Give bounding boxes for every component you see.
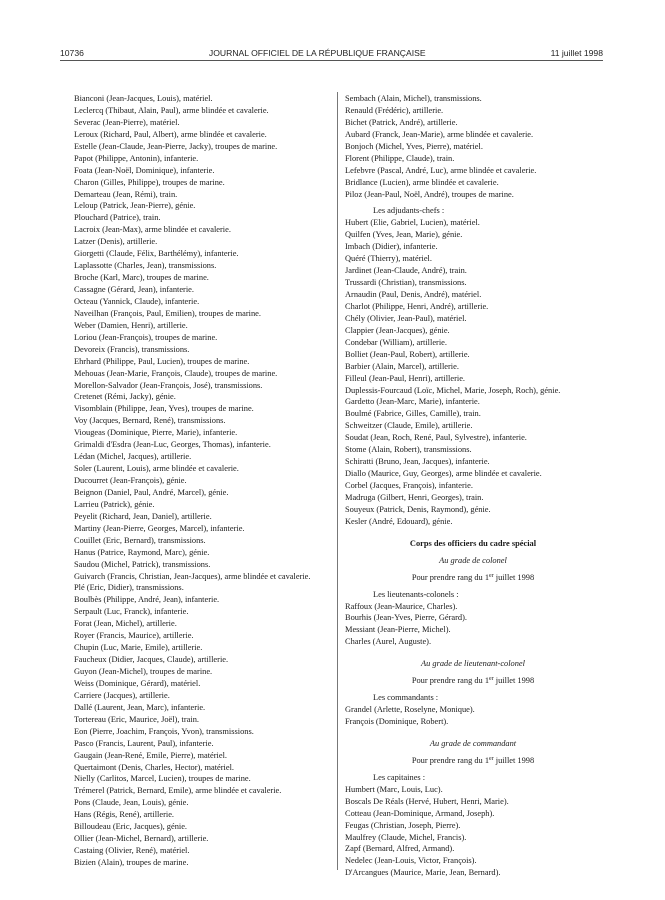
list-colonel bbox=[345, 601, 601, 649]
list-item: Grandel (Arlette, Roselyne, Monique). bbox=[345, 705, 475, 715]
list-item: Boulmé (Fabrice, Gilles, Camille), train. bbox=[345, 409, 481, 419]
list-item: François (Dominique, Robert). bbox=[345, 717, 449, 726]
list-item: Trussardi (Christian), transmissions. bbox=[345, 278, 467, 288]
list-item: Leroux (Richard, Paul, Albert), arme blindée et cavalerie. bbox=[74, 129, 267, 139]
list-item: Souyeux (Patrick, Denis, Raymond), génie. bbox=[345, 504, 491, 514]
list-item: Nielly (Carlitos, Marcel, Lucien), troupes de marine. bbox=[74, 774, 251, 784]
grade-title-colonel: Au grade de colonel bbox=[439, 555, 507, 565]
list-item: Martiny (Jean-Pierre, Georges, Marcel), infanterie. bbox=[74, 523, 245, 533]
list-item: Papot (Philippe, Antonin), infanterie. bbox=[74, 153, 199, 163]
list-item: Guyon (Jean-Michel), troupes de marine. bbox=[74, 667, 213, 676]
list-item: Estelle (Jean-Claude, Jean-Pierre, Jacky), troupes de marine. bbox=[74, 141, 278, 151]
list-item: Demarteau (Jean, Rémi), train. bbox=[74, 189, 178, 199]
list-item: Morellon-Salvador (Jean-François, José), transmissions. bbox=[74, 380, 263, 390]
list-item: Loriou (Jean-François), troupes de marine. bbox=[74, 332, 218, 342]
list-item: Arnaudin (Paul, Denis, André), matériel. bbox=[345, 290, 482, 299]
list-item: Lédan (Michel, Jacques), artillerie. bbox=[74, 452, 192, 462]
list-item: Ollier (Jean-Michel, Bernard), artillerie. bbox=[74, 834, 209, 844]
list-item: Leclercq (Thibaut, Alain, Paul), arme blindée et cavalerie. bbox=[74, 105, 269, 115]
list-item: Foata (Jean-Noël, Dominique), infanterie. bbox=[74, 165, 215, 175]
list-item: Condebar (William), artillerie. bbox=[345, 337, 447, 347]
list-item: Broche (Karl, Marc), troupes de marine. bbox=[74, 273, 209, 283]
list-item: Devoreix (Francis), transmissions. bbox=[74, 344, 190, 354]
list-item: Latzer (Denis), artillerie. bbox=[74, 237, 158, 247]
list-item: Peyelit (Richard, Jean, Daniel), artillerie. bbox=[74, 511, 212, 521]
list-item: Plé (Eric, Didier), transmissions. bbox=[74, 583, 184, 593]
list-item: Grimaldi d'Esdra (Jean-Luc, Georges, Thomas), infanterie. bbox=[74, 440, 271, 450]
list-item: Mehouas (Jean-Marie, François, Claude), troupes de marine. bbox=[74, 368, 278, 378]
list-item: Carriere (Jacques), artillerie. bbox=[74, 690, 170, 700]
list-item: Bianconi (Jean-Jacques, Louis), matériel. bbox=[74, 94, 213, 103]
list-item: Ducourret (Jean-François), génie. bbox=[74, 476, 187, 485]
list-item: Charles (Aurel, Auguste). bbox=[345, 637, 432, 647]
list-item: Royer (Francis, Maurice), artillerie. bbox=[74, 631, 194, 641]
page-header bbox=[60, 48, 603, 58]
list-item: Castaing (Olivier, René), matériel. bbox=[74, 846, 190, 856]
list-item: Visomblain (Philippe, Jean, Yves), troupes de marine. bbox=[74, 404, 254, 414]
list-item: Pasco (Francis, Laurent, Paul), infanterie. bbox=[74, 738, 214, 748]
list-item: Trémerel (Patrick, Bernard, Emile), arme blindée et cavalerie. bbox=[74, 786, 282, 796]
list-item: Bizien (Alain), troupes de marine. bbox=[74, 858, 189, 867]
list-item: Sembach (Alain, Michel), transmissions. bbox=[345, 94, 482, 103]
list-item: Filleul (Jean-Paul, Henri), artillerie. bbox=[345, 373, 466, 383]
list-item: Aubard (Franck, Jean-Marie), arme blindée et cavalerie. bbox=[345, 129, 534, 139]
list-item: Laplassotte (Charles, Jean), transmissions. bbox=[74, 261, 217, 271]
grade-title-lieutenant-colonel: Au grade de lieutenant-colonel bbox=[421, 659, 525, 669]
list-item: Nedelec (Jean-Louis, Victor, François). bbox=[345, 856, 477, 866]
list-item: Voy (Jacques, Bernard, René), transmissions. bbox=[74, 416, 226, 426]
list-item: Schiratti (Bruno, Jean, Jacques), infanterie. bbox=[345, 457, 490, 467]
adjudants-list bbox=[345, 217, 601, 527]
list-item: Chupin (Luc, Marie, Emile), artillerie. bbox=[74, 643, 203, 653]
list-item: Corbel (Jacques, François), infanterie. bbox=[345, 481, 473, 490]
list-item: Kesler (André, Edouard), génie. bbox=[345, 516, 453, 526]
left-column bbox=[74, 93, 330, 869]
page-number: 10736 bbox=[60, 48, 84, 58]
list-item: Bolliet (Jean-Paul, Robert), artillerie. bbox=[345, 349, 470, 359]
list-item: Maulfrey (Claude, Michel, Francis). bbox=[345, 832, 467, 842]
list-item: Zapf (Bernard, Alfred, Armand). bbox=[345, 844, 455, 854]
list-item: Saudou (Michel, Patrick), transmissions. bbox=[74, 559, 211, 569]
list-item: Hanus (Patrice, Raymond, Marc), génie. bbox=[74, 547, 210, 557]
list-item: Guivarch (Francis, Christian, Jean-Jacques), arme blindée et cavalerie. bbox=[74, 571, 311, 581]
list-item: Weiss (Dominique, Gérard), matériel. bbox=[74, 678, 201, 688]
list-item: Weber (Damien, Henri), artillerie. bbox=[74, 320, 188, 330]
list-item: Florent (Philippe, Claude), train. bbox=[345, 153, 455, 163]
list-item: Plouchard (Patrice), train. bbox=[74, 213, 161, 223]
list-item: Bourhis (Jean-Yves, Pierre, Gérard). bbox=[345, 613, 467, 623]
list-item: Giorgetti (Claude, Félix, Barthélémy), infanterie. bbox=[74, 249, 239, 259]
list-item: Bridlance (Lucien), arme blindée et cavalerie. bbox=[345, 177, 499, 187]
list-item: Bichet (Patrick, André), artillerie. bbox=[345, 117, 458, 127]
list-item: Imbach (Didier), infanterie. bbox=[345, 242, 438, 252]
list-item: Renauld (Frédéric), artillerie. bbox=[345, 105, 444, 115]
list-item: Ehrhard (Philippe, Paul, Lucien), troupes de marine. bbox=[74, 356, 250, 366]
list-item: Chély (Olivier, Jean-Paul), matériel. bbox=[345, 313, 467, 323]
list-item: Hubert (Elie, Gabriel, Lucien), matériel. bbox=[345, 218, 480, 228]
list-item: Boscals De Réals (Hervé, Hubert, Henri, Marie). bbox=[345, 796, 509, 806]
list-item: Viougeas (Dominique, Pierre, Marie), infanterie. bbox=[74, 428, 238, 438]
journal-title: JOURNAL OFFICIEL DE LA RÉPUBLIQUE FRANÇAISE bbox=[208, 48, 426, 58]
header-rule bbox=[60, 60, 603, 61]
list-item: Torterеau (Eric, Maurice, Joël), train. bbox=[74, 714, 199, 724]
list-item: Clappier (Jean-Jacques), génie. bbox=[345, 325, 450, 335]
rank-line-lieutenant-colonel: Pour prendre rang du 1er juillet 1998 bbox=[411, 676, 535, 686]
list-item: Diallo (Maurice, Guy, Georges), arme blindée et cavalerie. bbox=[345, 469, 542, 479]
right-column bbox=[345, 93, 601, 879]
list-item: Serpault (Luc, Franck), infanterie. bbox=[74, 607, 189, 617]
column-divider bbox=[337, 92, 338, 870]
list-item: Severac (Jean-Pierre), matériel. bbox=[74, 117, 180, 127]
list-item: Charlot (Philippe, Henri, André), artillerie. bbox=[345, 301, 489, 311]
list-item: Naveilhan (François, Paul, Emilien), troupes de marine. bbox=[74, 308, 261, 318]
list-item: D'Arcangues (Maurice, Marie, Jean, Bernard). bbox=[345, 868, 501, 878]
list-item: Quilfen (Yves, Jean, Marie), génie. bbox=[345, 230, 463, 240]
list-item: Madruga (Gilbert, Henri, Georges), train. bbox=[345, 492, 484, 502]
list-item: Eon (Pierre, Joachim, François, Yvon), transmissions. bbox=[74, 726, 254, 736]
list-item: Duplessis-Fourcaud (Loïc, Michel, Marie, Joseph, Roch), génie. bbox=[345, 385, 561, 395]
list-item: Forat (Jean, Michel), artillerie. bbox=[74, 619, 177, 629]
list-item: Beignon (Daniel, Paul, André, Marcel), génie. bbox=[74, 487, 229, 497]
list-item: Raffoux (Jean-Maurice, Charles). bbox=[345, 601, 458, 611]
list-item: Dallé (Laurent, Jean, Marc), infanterie. bbox=[74, 702, 206, 712]
list-item: Cotteau (Jean-Dominique, Armand, Joseph). bbox=[345, 808, 495, 818]
rank-line-commandant: Pour prendre rang du 1er juillet 1998 bbox=[411, 755, 535, 765]
list-item: Bonjoch (Michel, Yves, Pierre), matériel. bbox=[345, 141, 483, 151]
list-item: Boulbès (Philippe, André, Jean), infanterie. bbox=[74, 595, 220, 605]
list-item: Gaugain (Jean-René, Emile, Pierre), matériel. bbox=[74, 750, 228, 760]
grade-title-commandant: Au grade de commandant bbox=[429, 738, 517, 748]
list-item: Pons (Claude, Jean, Louis), génie. bbox=[74, 798, 189, 808]
list-item: Barbier (Alain, Marcel), artillerie. bbox=[345, 361, 459, 371]
list-item: Billoudeau (Eric, Jacques), génie. bbox=[74, 822, 188, 832]
list-item: Soler (Laurent, Louis), arme blindée et cavalerie. bbox=[74, 464, 239, 474]
list-item: Quertaimont (Denis, Charles, Hector), matériel. bbox=[74, 762, 235, 772]
list-item: Couillet (Eric, Bernard), transmissions. bbox=[74, 535, 206, 545]
list-item: Stome (Alain, Robert), transmissions. bbox=[345, 445, 472, 455]
issue-date: 11 juillet 1998 bbox=[550, 48, 603, 58]
list-item: Messiant (Jean-Pierre, Michel). bbox=[345, 625, 451, 635]
list-item: Cretenet (Rémi, Jacky), génie. bbox=[74, 392, 176, 402]
heading-capitaines: Les capitaines : bbox=[373, 772, 426, 782]
list-item: Humbert (Marc, Louis, Luc). bbox=[345, 784, 443, 794]
rank-line-colonel: Pour prendre rang du 1er juillet 1998 bbox=[411, 572, 535, 582]
adjudants-heading: Les adjudants-chefs : bbox=[373, 206, 445, 216]
right-column-list bbox=[345, 93, 601, 200]
list-item: Hans (Régis, René), artillerie. bbox=[74, 810, 175, 820]
list-lieutenant-colonel bbox=[345, 704, 601, 728]
list-commandant bbox=[345, 784, 601, 880]
list-item: Cassagne (Gérard, Jean), infanterie. bbox=[74, 285, 194, 294]
list-item: Lefebvre (Pascal, André, Luc), arme blindée et cavalerie. bbox=[345, 165, 537, 175]
list-item: Leloup (Patrick, Jean-Pierre), génie. bbox=[74, 201, 196, 211]
list-item: Soudat (Jean, Roch, René, Paul, Sylvestre), infanterie. bbox=[345, 433, 527, 443]
heading-commandants: Les commandants : bbox=[373, 693, 439, 703]
list-item: Jardinet (Jean-Claude, André), train. bbox=[345, 266, 467, 276]
list-item: Faucheux (Didier, Jacques, Claude), artillerie. bbox=[74, 655, 229, 665]
list-item: Lacroix (Jean-Max), arme blindée et cavalerie. bbox=[74, 225, 231, 235]
list-item: Piloz (Jean-Paul, Noël, André), troupes de marine. bbox=[345, 189, 514, 199]
list-item: Gardetto (Jean-Marc, Marie), infanterie. bbox=[345, 397, 480, 407]
heading-lieutenants-colonels: Les lieutenants-colonels : bbox=[373, 589, 459, 599]
list-item: Schweitzer (Claude, Emile), artillerie. bbox=[345, 421, 473, 431]
list-item: Octeau (Yannick, Claude), infanterie. bbox=[74, 296, 200, 306]
list-item: Larrieu (Patrick), génie. bbox=[74, 499, 155, 509]
list-item: Charon (Gilles, Philippe), troupes de marine. bbox=[74, 177, 225, 187]
list-item: Feugas (Christian, Joseph, Pierre). bbox=[345, 820, 461, 830]
section-title: Corps des officiers du cadre spécial bbox=[409, 538, 537, 548]
list-item: Quéré (Thierry), matériel. bbox=[345, 254, 432, 264]
